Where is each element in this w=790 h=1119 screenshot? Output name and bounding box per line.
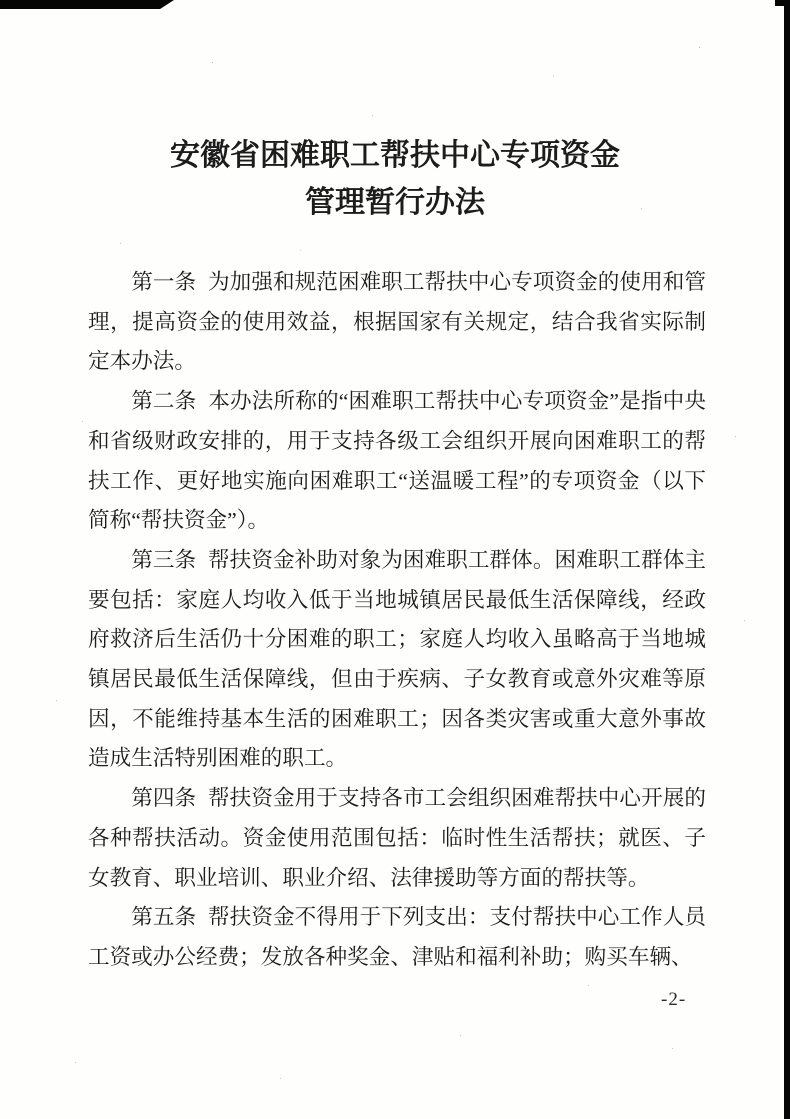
article-2 xyxy=(88,382,706,541)
article-5-text: 帮扶资金不得用于下列支出：支付帮扶中心工作人员工资或办公经费；发放各种奖金、津贴和福利补助；购买车辆、 xyxy=(88,905,706,969)
article-4 xyxy=(88,779,706,898)
scan-artifact-right-edge-bar xyxy=(784,0,790,1119)
article-4-text: 帮扶资金用于支持各市工会组织困难帮扶中心开展的各种帮扶活动。资金使用范围包括：临时性生活帮扶；就医、子女教育、职业培训、职业介绍、法律援助等方面的帮扶等。 xyxy=(88,786,706,890)
scan-artifact-top-right-corner xyxy=(775,0,790,6)
page-number: -2- xyxy=(661,989,687,1010)
article-2-term: 第二条 xyxy=(131,389,197,414)
article-3 xyxy=(88,541,706,779)
scan-artifact-top-left-bar xyxy=(0,0,174,9)
article-3-text: 帮扶资金补助对象为困难职工群体。困难职工群体主要包括：家庭人均收入低于当地城镇居民最低生活保障线，经政府救济后生活仍十分困难的职工；家庭人均收入虽略高于当地城镇居民最低生活保障线，但由于疾病、子女教育或意外灾难等原因，不能维持基本生活的困难职工；因各类灾害或重大意外事故造成生活特别困难的职工。 xyxy=(88,547,706,771)
article-5 xyxy=(88,898,706,977)
document-title-line-2: 管理暂行办法 xyxy=(305,186,485,219)
document-title xyxy=(0,0,790,226)
article-1-term: 第一条 xyxy=(131,270,197,294)
article-1-text: 为加强和规范困难职工帮扶中心专项资金的使用和管理，提高资金的使用效益，根据国家有关规定，结合我省实际制定本办法。 xyxy=(88,270,706,374)
article-1 xyxy=(88,263,706,382)
scan-noise-speckles xyxy=(0,0,1,1)
article-5-term: 第五条 xyxy=(131,905,197,930)
document-title-line-1: 安徽省困难职工帮扶中心专项资金 xyxy=(170,139,620,172)
article-4-term: 第四条 xyxy=(131,786,197,811)
article-2-text: 本办法所称的“困难职工帮扶中心专项资金”是指中央和省级财政安排的，用于支持各级工会组织开展向困难职工的帮扶工作、更好地实施向困难职工“送温暖工程”的专项资金（以下简称“帮扶资金”）。 xyxy=(88,389,706,533)
article-3-term: 第三条 xyxy=(131,547,197,572)
document-body xyxy=(88,263,706,978)
